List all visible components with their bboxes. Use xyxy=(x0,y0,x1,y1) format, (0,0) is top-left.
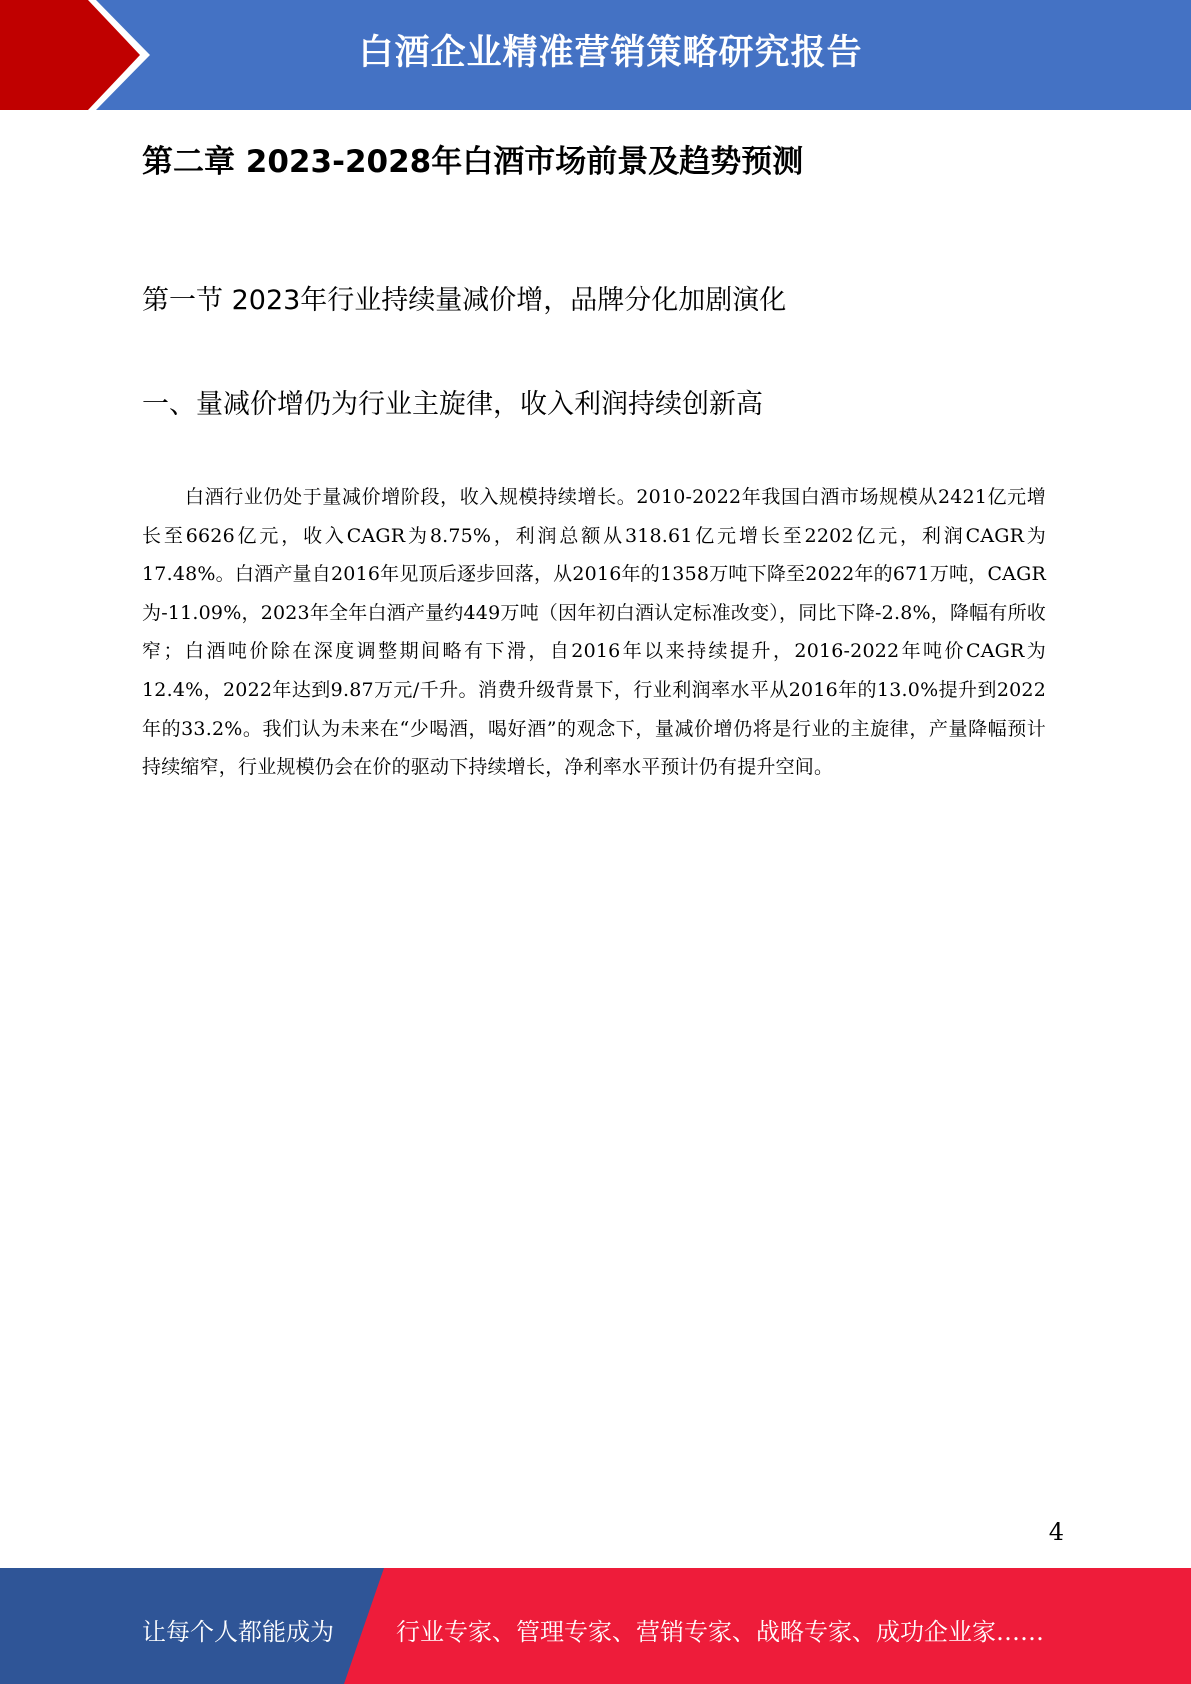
footer-slogan-right: 行业专家、管理专家、营销专家、战略专家、成功企业家…… xyxy=(396,1618,1044,1646)
report-title: 白酒企业精准营销策略研究报告 xyxy=(358,33,863,73)
chapter-heading: 第二章 2023-2028年白酒市场前景及趋势预测 xyxy=(142,144,804,180)
body-paragraph: 白酒行业仍处于量减价增阶段，收入规模持续增长。2010-2022年我国白酒市场规模从2421亿元增长至6626亿元，收入CAGR为8.75%，利润总额从318.61亿元增长至2202亿元，利润CAGR为17.48%。白酒产量自2016年见顶后逐步回落，从2016年的1358万吨下降至2022年的671万吨，CAGR为-11.09%，2023年全年白酒产量约449万吨（因年初白酒认定标准改变），同比下降-2.8%，降幅有所收窄；白酒吨价除在深度调整期间略有下滑，自2016年以来持续提升，2016-2022年吨价CAGR为12.4%，2022年达到9.87万元/千升。消费升级背景下，行业利润率水平从2016年的13.0%提升到2022年的33.2%。我们认为未来在“少喝酒，喝好酒”的观念下，量减价增仍将是行业的主旋律，产量降幅预计持续缩窄，行业规模仍会在价的驱动下持续增长，净利率水平预计仍有提升空间。 xyxy=(142,486,1046,779)
page-number: 4 xyxy=(1048,1518,1064,1546)
subsection-heading: 一、量减价增仍为行业主旋律，收入利润持续创新高 xyxy=(142,389,763,420)
section-heading: 第一节 2023年行业持续量减价增，品牌分化加剧演化 xyxy=(142,285,787,316)
footer-slogan-left: 让每个人都能成为 xyxy=(142,1618,334,1646)
